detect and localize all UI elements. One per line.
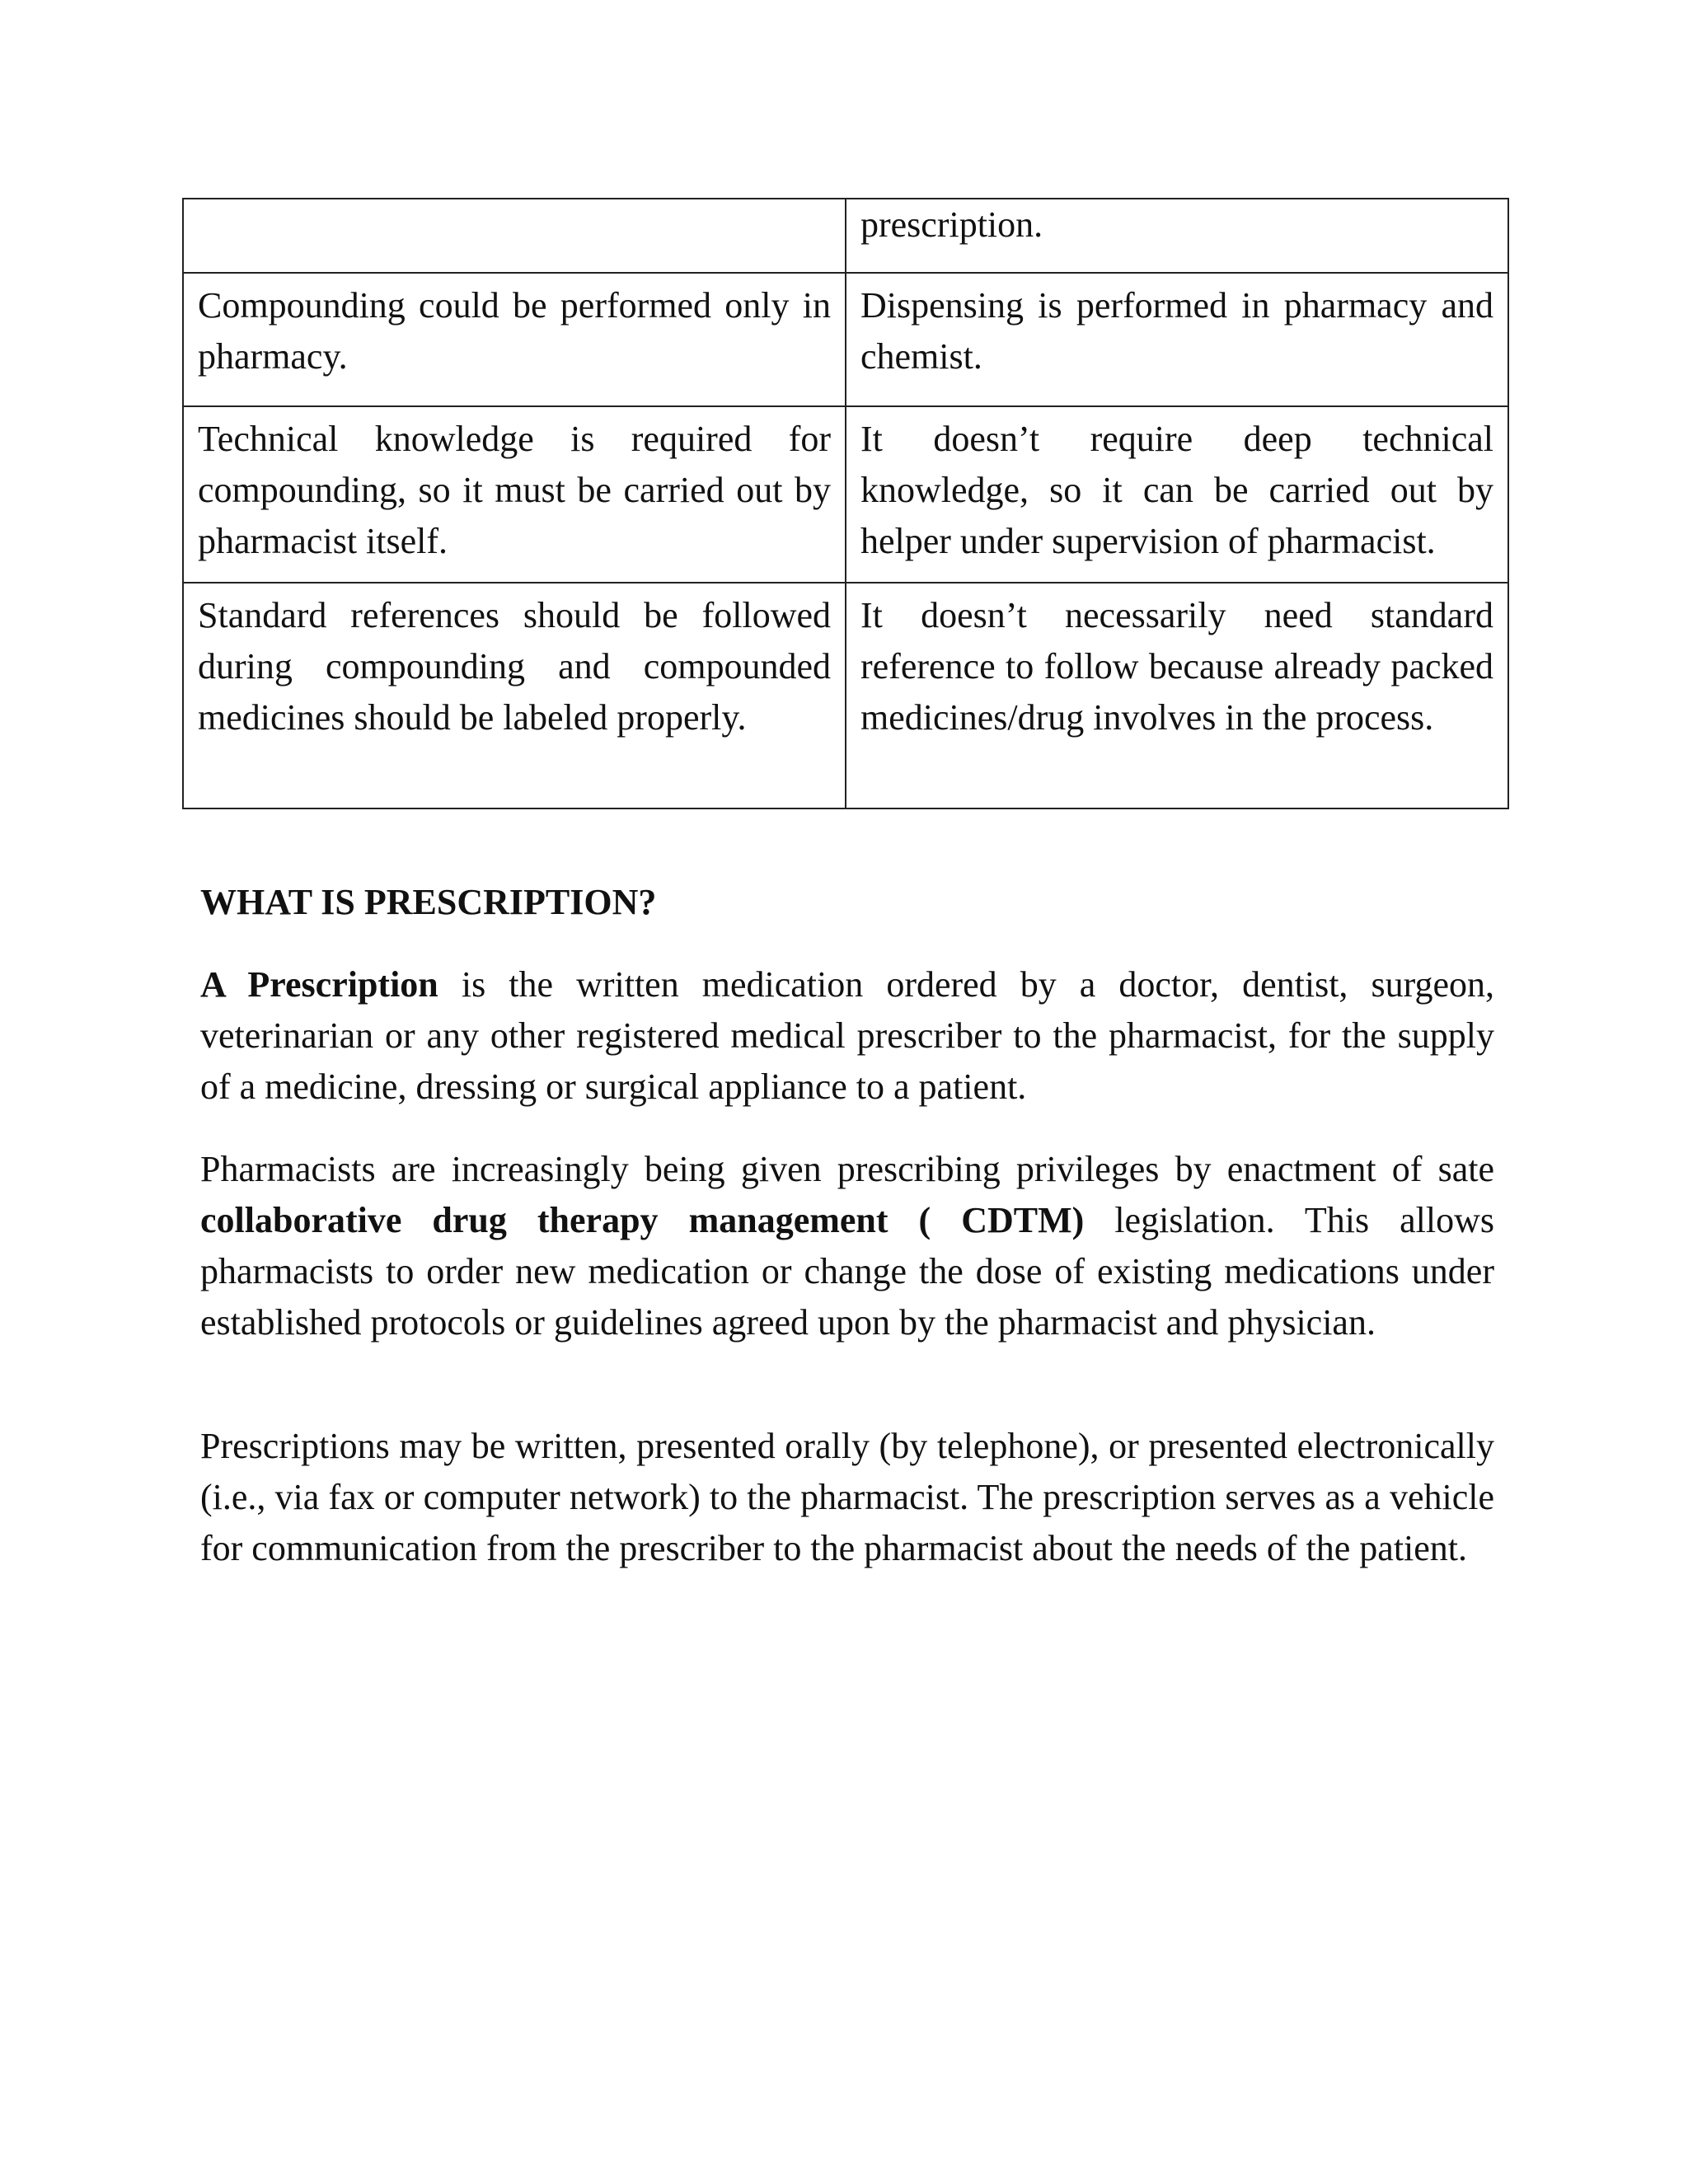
table-cell-compounding	[183, 199, 846, 273]
bold-term: A Prescription	[200, 964, 438, 1005]
paragraph-text: Pharmacists are increasingly being given prescribing privileges by enactment of sate	[200, 1149, 1494, 1189]
table-cell-dispensing: Dispensing is performed in pharmacy and chemist.	[846, 273, 1508, 406]
paragraph-communication: Prescriptions may be written, presented orally (by telephone), or presented electronically (i.e., via fax or computer network) to the pharmacist. The prescription serves as a vehicle for communication from the prescriber to the pharmacist about the needs of the patient.	[200, 1426, 1494, 1568]
table-cell-dispensing: It doesn’t require deep technical knowledge, so it can be carried out by helper under supervision of pharmacist.	[846, 406, 1508, 583]
table-cell-dispensing: It doesn’t necessarily need standard reference to follow because already packed medicines/drug involves in the process.	[846, 583, 1508, 808]
paragraph-definition	[200, 959, 1494, 1113]
bold-term: collaborative drug therapy management ( CDTM)	[200, 1200, 1085, 1240]
table-cell-compounding: Technical knowledge is required for compounding, so it must be carried out by pharmacist itself.	[183, 406, 846, 583]
table-row	[183, 273, 1508, 406]
section-heading: WHAT IS PRESCRIPTION?	[200, 882, 657, 922]
paragraph-cdtm	[200, 1144, 1494, 1348]
table-cell-compounding: Standard references should be followed during compounding and compounded medicines should be labeled properly.	[183, 583, 846, 808]
table-cell-dispensing: prescription.	[846, 199, 1508, 273]
paragraph-text: legislation. This allows pharmacists to order new medication or change the dose of existing medications under established protocols or guidelines agreed upon by the pharmacist and physician.	[200, 1200, 1494, 1343]
table-row	[183, 199, 1508, 273]
table-row	[183, 583, 1508, 808]
paragraph-text: is the written medication ordered by a doctor, dentist, surgeon, veterinarian or any other registered medical prescriber to the pharmacist, for the supply of a medicine, dressing or surgical appliance to a patient.	[200, 964, 1494, 1107]
table-row	[183, 406, 1508, 583]
table-cell-compounding: Compounding could be performed only in pharmacy.	[183, 273, 846, 406]
comparison-table	[182, 198, 1509, 809]
